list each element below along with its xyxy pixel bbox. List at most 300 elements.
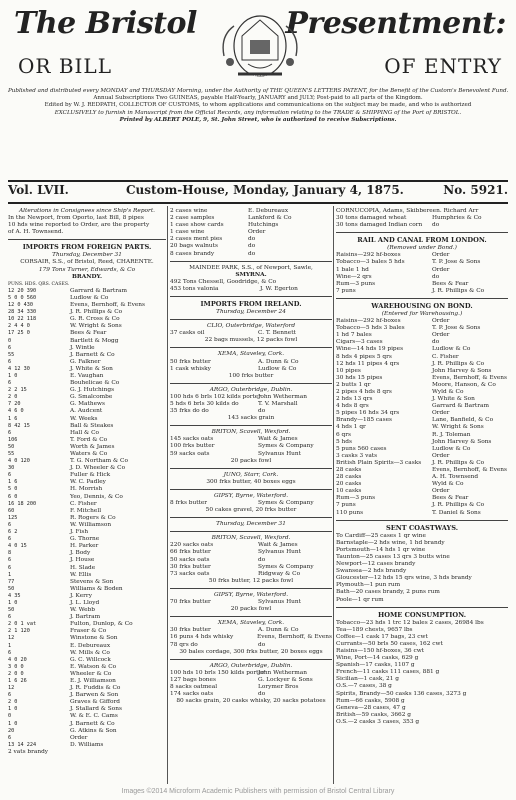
consignee: Order bbox=[432, 488, 450, 495]
cask-counts: 5 0 0 560 bbox=[8, 294, 37, 301]
manifest-row bbox=[170, 670, 332, 677]
manifest-row bbox=[336, 281, 508, 288]
manifest-row bbox=[8, 486, 166, 493]
consignee: J. Wintle bbox=[70, 344, 95, 351]
copyright-footer: Images ©2014 Microform Academic Publishers with permission of Bristol Central Library bbox=[121, 788, 395, 795]
consignee: J. R. Phillips & Co bbox=[432, 459, 485, 466]
cargo: Rum—3 puns bbox=[336, 280, 376, 287]
consignee: Sylvanus Hunt bbox=[258, 450, 301, 457]
consignee: Ludlow & Co bbox=[70, 294, 109, 301]
consignee: Stevens & Son bbox=[70, 578, 114, 585]
cask-counts: 6 bbox=[8, 557, 12, 564]
manifest-row bbox=[8, 401, 166, 408]
consignee: J. Barwen & Son bbox=[70, 692, 119, 699]
consignee: Evens, Bernhoff, & Evens bbox=[432, 467, 507, 473]
cask-counts: 5 0 bbox=[8, 486, 18, 493]
divider bbox=[170, 468, 332, 469]
consignee: Order bbox=[432, 410, 450, 417]
consignee: Ludlow & Co bbox=[432, 445, 471, 452]
consignee: J. D. Wheeler & Co bbox=[70, 465, 126, 472]
cask-counts: 3 0 0 bbox=[8, 663, 24, 670]
coastways-line: To Cardiff—25 cases 1 qr wine bbox=[336, 532, 426, 539]
cask-counts: 50 bbox=[8, 607, 15, 614]
cask-counts: 2 0 0 bbox=[8, 670, 24, 677]
divider bbox=[170, 319, 332, 320]
consignee: Yeo, Dennis, & Co bbox=[70, 493, 123, 500]
manifest-row bbox=[8, 735, 166, 742]
manifest-row bbox=[8, 614, 166, 621]
manifest-row bbox=[8, 728, 166, 735]
divider bbox=[170, 383, 332, 384]
consignee: T. P. Jose & Sons bbox=[432, 325, 481, 332]
consignee: Order bbox=[248, 229, 266, 236]
consignee: W. Wright & Sons bbox=[432, 424, 484, 431]
manifest-row bbox=[8, 586, 166, 593]
consignee: Wheeler & Co bbox=[70, 670, 112, 677]
cask-counts: 4 0 15 bbox=[8, 543, 27, 550]
manifest-row bbox=[336, 389, 508, 396]
cargo: 2 pipes 4 hds 8 qrs bbox=[336, 388, 392, 395]
manifest-row bbox=[8, 522, 166, 529]
consignee: Wait & James bbox=[258, 436, 298, 443]
cask-counts: 1 0 bbox=[8, 372, 18, 379]
manifest-row bbox=[336, 252, 508, 259]
ship-name: XEMA, Staveley, Cork. bbox=[217, 620, 285, 627]
cargo: 10 casks bbox=[336, 488, 362, 495]
ship-name: BRITON, Scavell, Wexford. bbox=[211, 535, 291, 542]
home-consumption-line: British—59 casks, 3662 g bbox=[336, 711, 411, 718]
cask-counts: 50 bbox=[8, 443, 15, 450]
home-consumption-heading: HOME CONSUMPTION. bbox=[377, 610, 467, 619]
consignee: John Harvey & Sons bbox=[432, 438, 492, 445]
publication-info-line: Published and distributed every MONDAY and THURSDAY Morning, under the Authority of THE QUEEN'S LETTERS PATENT, for the Benefit of the Custom's Benevolent Fund. bbox=[8, 88, 509, 94]
consignee: Order bbox=[432, 452, 450, 459]
imports-date: Thursday, December 31 bbox=[52, 252, 122, 259]
cargo: 1 case wine bbox=[170, 229, 205, 236]
ship-name: ARGO, Outerbridge, Dublin. bbox=[209, 662, 293, 669]
home-consumption-line: Currants—50 brls 50 cases, 162 cwt bbox=[336, 640, 443, 647]
manifest-row bbox=[336, 467, 508, 474]
cargo-total: 100 frks butter bbox=[228, 372, 274, 379]
cargo: Tobacco—3 bales 5 hds bbox=[336, 259, 405, 266]
ship-name: GIPSY, Byrne, Waterford. bbox=[213, 492, 289, 499]
manifest-row bbox=[8, 394, 166, 401]
cask-counts: 2 0 1 vat bbox=[8, 621, 37, 628]
consignee: J. R. Phillips & Co bbox=[432, 502, 485, 509]
consignee: A. Dunn & Co bbox=[258, 627, 299, 634]
cargo: 174 sacks oats bbox=[170, 691, 214, 698]
manifest-row bbox=[336, 417, 508, 424]
cask-counts: 1 bbox=[8, 571, 12, 578]
consignee: C. Fisher bbox=[432, 353, 459, 360]
manifest-row bbox=[8, 572, 166, 579]
ship-name: Thursday, December 31 bbox=[216, 521, 286, 528]
ship-name: BRITON, Scavell, Wexford. bbox=[211, 429, 291, 436]
manifest-row bbox=[8, 387, 166, 394]
consignee: J. Kerry bbox=[70, 592, 92, 599]
consignee: E. Vaughan bbox=[70, 372, 104, 379]
consignee: J. R. Phillips & Co bbox=[432, 360, 485, 367]
manifest-row bbox=[336, 510, 508, 517]
cargo: 4 hds 1 qr bbox=[336, 424, 366, 431]
manifest-row bbox=[336, 288, 508, 295]
manifest-row bbox=[8, 699, 166, 706]
cargo: 20 bags walnuts bbox=[170, 243, 218, 250]
publication-info-line: Printed by ALBERT POLE, 9, St. John Street, who is authorized to receive Subscriptions. bbox=[119, 116, 397, 123]
manifest-row bbox=[8, 408, 166, 415]
imports-foreign-heading: IMPORTS FROM FOREIGN PARTS. bbox=[22, 243, 152, 252]
manifest-row bbox=[170, 236, 332, 243]
publication-info bbox=[8, 88, 508, 124]
consignee: Ludlow & Co bbox=[258, 365, 297, 372]
consignee: J. Body bbox=[70, 550, 91, 557]
manifest-row bbox=[8, 295, 166, 302]
consignee: G. J. Hutchings bbox=[70, 387, 115, 394]
cargo: 8 hds 4 pipes 5 qrs bbox=[336, 353, 392, 360]
crest-motto: BRISTOL bbox=[253, 74, 267, 78]
cask-counts: 8 bbox=[8, 550, 12, 557]
manifest-row bbox=[336, 274, 508, 281]
cargo-total: 80 sacks grain, 20 casks whisky, 20 sacks potatoes bbox=[176, 698, 326, 705]
divider bbox=[170, 531, 332, 532]
cask-counts: 6 bbox=[8, 344, 12, 351]
consignee: Winstone & Son bbox=[70, 635, 118, 642]
consignee: T. V. Marshall bbox=[258, 400, 298, 407]
consignee: do bbox=[258, 641, 266, 648]
manifest-row bbox=[8, 550, 166, 557]
manifest-row bbox=[170, 394, 332, 401]
coastways-line: Bath—20 cases brandy, 2 puns rum bbox=[336, 589, 440, 596]
cargo: Rum—3 puns bbox=[336, 495, 376, 502]
consignee: Ball & Steakes bbox=[70, 422, 114, 429]
manifest-row bbox=[8, 479, 166, 486]
manifest-row bbox=[8, 323, 166, 330]
consignee: Ridgway & Co bbox=[258, 570, 301, 577]
cargo: 59 sacks oats bbox=[170, 450, 210, 457]
manifest-row bbox=[170, 564, 332, 571]
consignee: C. T. Bennett bbox=[258, 330, 296, 337]
cask-counts: 0 bbox=[8, 713, 12, 720]
cask-counts: 125 bbox=[8, 514, 18, 521]
consignee: Wyld & Co bbox=[432, 388, 464, 395]
cargo: 2 butts 1 qr bbox=[336, 381, 371, 388]
manifest-row bbox=[8, 380, 166, 387]
cask-counts: 4 35 bbox=[8, 592, 21, 599]
consignee: do bbox=[432, 339, 440, 346]
manifest-row bbox=[8, 529, 166, 536]
cargo: 2 cases wine bbox=[170, 208, 208, 214]
consignee: Lankford & Co bbox=[248, 215, 292, 222]
manifest-row bbox=[336, 375, 508, 382]
manifest-row bbox=[170, 436, 332, 443]
cask-counts: 30 bbox=[8, 465, 15, 472]
manifest-row bbox=[8, 657, 166, 664]
consignee: W. Mills & Co bbox=[70, 649, 110, 656]
consignee: D. Williams bbox=[70, 741, 104, 748]
consignee: H. Parker bbox=[70, 543, 99, 550]
manifest-row bbox=[8, 628, 166, 635]
manifest-row bbox=[8, 685, 166, 692]
consignee: do bbox=[258, 691, 266, 698]
cargo-total: 50 cakes gravel, 20 frks butter bbox=[205, 507, 297, 514]
cask-counts: 6 bbox=[8, 536, 12, 543]
manifest-row bbox=[8, 501, 166, 508]
manifest-row bbox=[170, 408, 332, 415]
volume-number: Vol. LVII. bbox=[8, 183, 69, 197]
consignee: W. Ellis bbox=[70, 571, 92, 578]
consignee: J. Fish bbox=[70, 529, 89, 536]
column-1 bbox=[8, 208, 166, 783]
masthead-left-title: The Bristol bbox=[14, 6, 197, 41]
cask-counts: 7 20 bbox=[8, 401, 21, 408]
manifest-row bbox=[8, 536, 166, 543]
consignee: G. Atkins & Son bbox=[70, 727, 117, 734]
home-consumption-line: Tea—189 chests, 9657 lbs bbox=[336, 626, 413, 633]
ship-name: CLIO, Outerbridge, Waterford bbox=[206, 323, 296, 330]
consignee: Evens, Bernhoff, & Evens bbox=[70, 302, 145, 309]
manifest-row bbox=[336, 222, 508, 229]
cask-counts: 1 0 bbox=[8, 720, 18, 727]
manifest-row bbox=[8, 557, 166, 564]
cask-counts: 6 0 bbox=[8, 493, 18, 500]
commodity-label: BRANDY. bbox=[72, 273, 102, 280]
manifest-row bbox=[336, 502, 508, 509]
consignee: J. R. Phillips & Co bbox=[432, 287, 485, 294]
cargo: 8 frks butter bbox=[170, 500, 208, 506]
cargo: 70 frks butter bbox=[170, 599, 211, 606]
cask-counts: 16 18 200 bbox=[8, 500, 37, 507]
consignee: J. Bartram bbox=[70, 614, 101, 621]
consignee: J. White & Son bbox=[432, 396, 475, 403]
cargo: 1 case show cards bbox=[170, 222, 224, 229]
consignee: R. Rogers & Co bbox=[70, 514, 116, 521]
manifest-row bbox=[8, 345, 166, 352]
manifest-row bbox=[8, 416, 166, 423]
cargo: 28 casks bbox=[336, 467, 362, 473]
consignee: Symes & Company bbox=[258, 563, 314, 570]
manifest-row bbox=[170, 286, 332, 293]
cargo-total: 30 bales cordage, 300 frks butter, 20 boxes eggs bbox=[179, 648, 323, 655]
bristol-crest-icon bbox=[218, 6, 302, 82]
consignee: Sylvanus Hunt bbox=[258, 599, 301, 606]
cask-counts: 0 bbox=[8, 337, 12, 344]
consignee: Ludlow & Co bbox=[432, 346, 471, 353]
consignee: Worth & James bbox=[70, 443, 115, 450]
manifest-row bbox=[336, 215, 508, 222]
ship-tonnage: 179 Tons Turner, Edwards, & Co bbox=[38, 266, 136, 273]
ship-name: MAINDEE PARK, S.S., of Newport, Sawle, bbox=[189, 264, 313, 271]
ship-name: JUNO, Starr, Cork. bbox=[223, 471, 279, 478]
cask-counts: 6 bbox=[8, 649, 12, 656]
cask-counts: 1 6 26 bbox=[8, 678, 27, 684]
cask-counts: 1 bbox=[8, 642, 12, 649]
manifest-row bbox=[8, 635, 166, 642]
consignee: T. Ford & Co bbox=[70, 436, 108, 443]
cargo: 3 casks 3 vats bbox=[336, 452, 378, 459]
manifest-row bbox=[8, 359, 166, 366]
home-consumption-line: Rum—66 casks, 5908 g bbox=[336, 697, 405, 704]
consignee: do bbox=[432, 222, 440, 229]
cargo: 2 hds 13 qrs bbox=[336, 396, 373, 403]
consignee: G. Smalcombe bbox=[70, 394, 113, 401]
consignee: G. Lockyer & Sons bbox=[258, 676, 313, 683]
cargo-total: 20 packs fowl bbox=[230, 606, 272, 613]
manifest-row bbox=[336, 318, 508, 325]
manifest-row bbox=[336, 339, 508, 346]
alteration-line: of A. H. Townsend. bbox=[8, 229, 64, 236]
cargo-total: 22 bags mussels, 12 packs fowl bbox=[204, 337, 298, 344]
cask-counts: 6 bbox=[8, 472, 12, 479]
consignee: do bbox=[248, 243, 256, 250]
divider bbox=[170, 588, 332, 589]
manifest-row bbox=[170, 500, 332, 507]
divider bbox=[170, 517, 332, 518]
consignee: J. Stallard & Sons bbox=[70, 706, 122, 713]
manifest-row bbox=[336, 495, 508, 502]
cargo: 12 hds 11 pipes 4 qrs bbox=[336, 360, 400, 367]
cargo: 37 casks oil bbox=[170, 330, 205, 337]
rail-canal-heading: RAIL AND CANAL FROM LONDON. bbox=[357, 236, 487, 245]
cask-counts: 6 bbox=[8, 358, 12, 365]
divider bbox=[170, 616, 332, 617]
divider bbox=[170, 425, 332, 426]
consignee: John Wetherman bbox=[258, 669, 307, 676]
consignee: T. G. Northam & Co bbox=[70, 458, 128, 465]
cask-counts: 2 1 120 bbox=[8, 628, 30, 635]
consignee: Bees & Fear bbox=[432, 280, 469, 287]
consignee: E. J. Williamson bbox=[70, 678, 116, 684]
cask-counts: 4 6 0 bbox=[8, 408, 24, 415]
cargo: 110 puns bbox=[336, 509, 364, 516]
manifest-row bbox=[336, 332, 508, 339]
manifest-row bbox=[170, 542, 332, 549]
home-consumption-line: Raisins—150 hf-boxes, 36 cwt bbox=[336, 647, 424, 654]
manifest-row bbox=[8, 472, 166, 479]
manifest-row bbox=[336, 481, 508, 488]
manifest-row bbox=[170, 366, 332, 373]
cask-counts: 8 42 15 bbox=[8, 422, 30, 429]
publication-info-line: Annual Subscriptions Two GUINEAS, payable Half-Yearly, JANUARY and JULY; Post-paid to all parts of the Kingdom. bbox=[93, 95, 423, 102]
cask-counts: 6 bbox=[8, 614, 12, 621]
cargo: 1 cask whisky bbox=[170, 365, 211, 372]
manifest-row bbox=[336, 361, 508, 368]
divider bbox=[170, 347, 332, 348]
manifest-row bbox=[8, 664, 166, 671]
home-consumption-line: Wine, Port—14 casks, 629 g bbox=[336, 655, 419, 662]
consignee: Moore, Hanson, & Co bbox=[432, 381, 496, 388]
consignee: Lorymer Bros bbox=[258, 683, 299, 690]
consignee: G. C. Willcock bbox=[70, 656, 111, 663]
manifest-row bbox=[8, 316, 166, 323]
manifest-row bbox=[8, 373, 166, 380]
cargo: 30 tons damaged wheat bbox=[336, 215, 407, 222]
cask-counts: 13 14 224 bbox=[8, 741, 37, 748]
consignee: Fuller & Hick bbox=[70, 472, 111, 479]
consignee: T. Daniel & Sons bbox=[432, 509, 481, 516]
masthead-left-subtitle: OR BILL bbox=[18, 54, 112, 78]
consignee: A. Dunn & Co bbox=[258, 358, 299, 365]
column-headers: PUNS. HDS. QRS. CASES. bbox=[8, 281, 70, 287]
imports-ireland-heading: IMPORTS FROM IRELAND. bbox=[200, 300, 302, 309]
consignee: Evens, Bernhoff, & Evens bbox=[432, 374, 507, 381]
manifest-row bbox=[8, 338, 166, 345]
manifest-row bbox=[8, 706, 166, 713]
manifest-row bbox=[8, 713, 166, 720]
home-consumption-line: O.S.—2 casks 3 cases, 353 g bbox=[336, 718, 420, 725]
issue-date: Custom-House, Monday, January 4, 1875. bbox=[126, 183, 404, 197]
cask-counts: 17 25 0 bbox=[8, 330, 30, 337]
coastways-line: Taunton—25 cases 13 qrs 3 butts wine bbox=[336, 553, 450, 560]
column-divider bbox=[333, 206, 334, 784]
column-divider bbox=[167, 206, 168, 784]
cask-counts: 106 bbox=[8, 436, 18, 443]
manifest-row bbox=[8, 721, 166, 728]
divider bbox=[8, 202, 508, 204]
manifest-row bbox=[336, 354, 508, 361]
consignee: E. Debureaux bbox=[248, 208, 289, 214]
consignee: G. Falkner bbox=[70, 358, 101, 365]
consignee: do bbox=[248, 250, 256, 257]
cargo-total: 20 packs fowl bbox=[230, 457, 272, 464]
ship-name: GIPSY, Byrne, Waterford. bbox=[213, 591, 289, 598]
consignee: J. House bbox=[70, 557, 95, 564]
cask-counts: 2 0 bbox=[8, 699, 18, 706]
cask-counts: 77 bbox=[8, 578, 15, 585]
publication-info-line: EXCLUSIVELY to furnish in Manuscript from the Official Records, any information relating to the TRADE & SHIPPING of the Port of BRISTOL. bbox=[54, 109, 462, 116]
rail-canal-subheading: (Removed under Bond.) bbox=[387, 245, 457, 252]
manifest-row bbox=[336, 325, 508, 332]
manifest-row bbox=[336, 382, 508, 389]
manifest-row bbox=[336, 396, 508, 403]
manifest-tail: 2 vats brandy bbox=[8, 748, 49, 755]
cargo: 16 puns 4 hds whisky bbox=[170, 634, 234, 641]
consignee: Wyld & Co bbox=[432, 481, 464, 488]
manifest-row bbox=[170, 599, 332, 606]
manifest-row bbox=[170, 401, 332, 408]
consignee: Garrard & Bartram bbox=[70, 287, 127, 294]
manifest-row bbox=[336, 424, 508, 431]
consignee: Hutchings bbox=[248, 222, 279, 229]
consignee: Fulton, Dunlop, & Co bbox=[70, 621, 133, 628]
cargo: 1 hd 7 bales bbox=[336, 332, 372, 339]
consignee: J. W. Egerton bbox=[260, 285, 298, 292]
cargo: 5 puns 560 cases bbox=[336, 445, 387, 452]
cask-counts: 12 bbox=[8, 635, 15, 642]
ship-name: XEMA, Staveley, Cork. bbox=[217, 351, 285, 358]
cargo: Wine—2 qrs bbox=[336, 273, 372, 280]
cargo: Brandy—185 cases bbox=[336, 417, 392, 424]
manifest-row bbox=[170, 359, 332, 366]
consignee: do bbox=[258, 408, 266, 415]
consignee: J. Barnett & Co bbox=[70, 720, 115, 727]
manifest-row bbox=[170, 222, 332, 229]
consignee: Lane, Banfield, & Co bbox=[432, 417, 494, 424]
cargo-total: 143 sacks grain bbox=[227, 415, 275, 422]
consignee: Evens, Bernhoff, & Evens bbox=[257, 634, 332, 641]
manifest-row bbox=[8, 451, 166, 458]
manifest-row bbox=[336, 259, 508, 266]
cargo: 30 hds 15 pipes bbox=[336, 374, 383, 381]
consignee: do bbox=[248, 236, 256, 243]
manifest-row bbox=[8, 678, 166, 685]
consignee: R. J. Toleman bbox=[432, 431, 471, 438]
cargo: 20 casks bbox=[336, 481, 362, 488]
cask-counts: 1 6 bbox=[8, 479, 18, 486]
consignee: Garrard & Bartram bbox=[432, 403, 489, 410]
manifest-row bbox=[8, 692, 166, 699]
cargo: 100 frks butter bbox=[170, 443, 215, 450]
coastways-line: Newport—12 cases brandy bbox=[336, 561, 416, 568]
